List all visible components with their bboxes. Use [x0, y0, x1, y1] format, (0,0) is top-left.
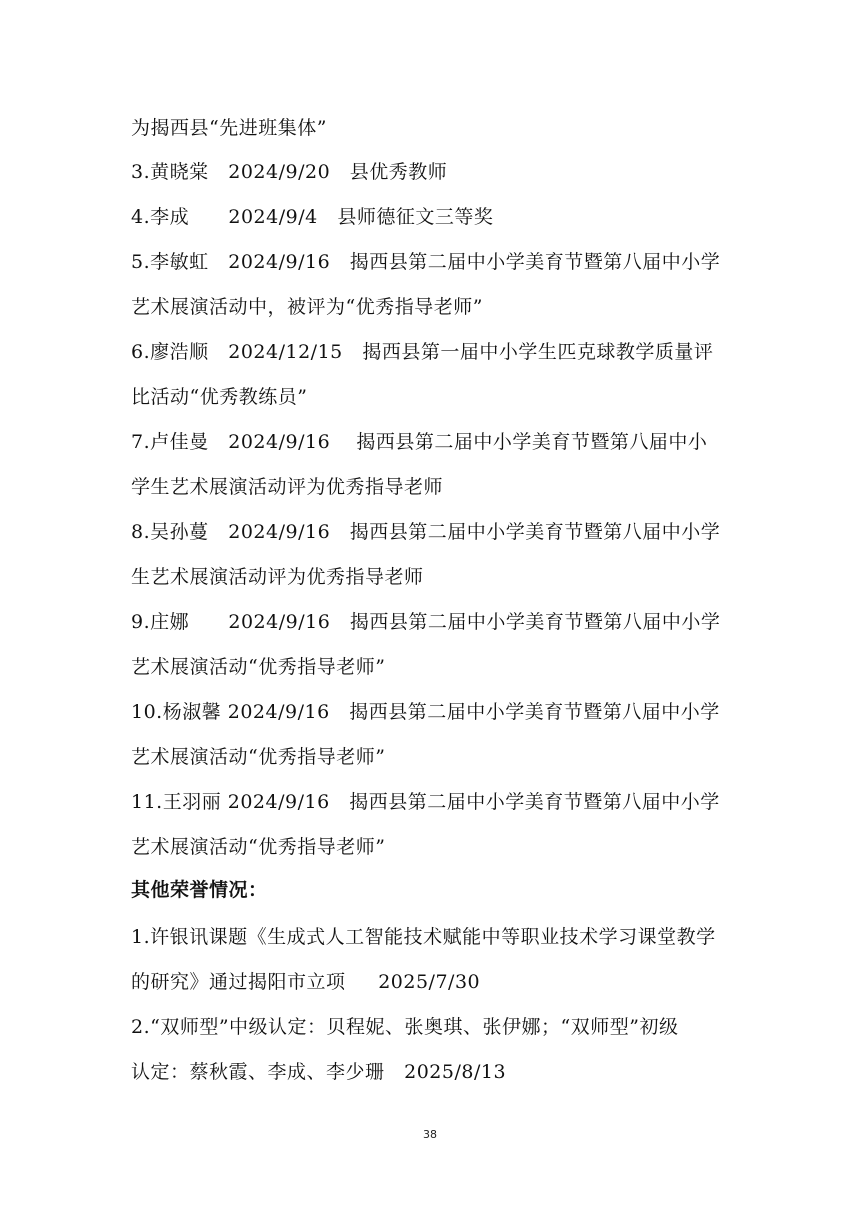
section-heading: 其他荣誉情况：: [131, 879, 268, 901]
text-line: 11.王羽丽 2024/9/16 揭西县第二届中小学美育节暨第八届中小学: [131, 791, 720, 813]
text-line: 6.廖浩顺 2024/12/15 揭西县第一届中小学生匹克球教学质量评: [131, 341, 714, 363]
text-line: 1.许银讯课题《生成式人工智能技术赋能中等职业技术学习课堂教学: [131, 926, 716, 948]
text-line: 艺术展演活动中，被评为“优秀指导老师”: [131, 296, 483, 318]
page-number: 38: [423, 1128, 437, 1141]
text-line: 4.李成 2024/9/4 县师德征文三等奖: [131, 206, 494, 228]
text-line: 的研究》通过揭阳市立项 2025/7/30: [131, 971, 481, 993]
text-line: 5.李敏虹 2024/9/16 揭西县第二届中小学美育节暨第八届中小学: [131, 251, 721, 273]
text-line: 比活动“优秀教练员”: [131, 386, 308, 408]
text-line: 学生艺术展演活动评为优秀指导老师: [131, 476, 444, 498]
text-line: 2.“双师型”中级认定：贝程妮、张奥琪、张伊娜；“双师型”初级: [131, 1016, 679, 1038]
text-line: 为揭西县“先进班集体”: [131, 117, 327, 139]
text-line: 艺术展演活动“优秀指导老师”: [131, 656, 386, 678]
text-line: 10.杨淑馨 2024/9/16 揭西县第二届中小学美育节暨第八届中小学: [131, 701, 720, 723]
text-line: 艺术展演活动“优秀指导老师”: [131, 836, 386, 858]
text-line: 9.庄娜 2024/9/16 揭西县第二届中小学美育节暨第八届中小学: [131, 611, 721, 633]
text-line: 3.黄晓棠 2024/9/20 县优秀教师: [131, 161, 448, 183]
text-line: 认定：蔡秋霞、李成、李少珊 2025/8/13: [131, 1061, 507, 1083]
text-line: 艺术展演活动“优秀指导老师”: [131, 746, 386, 768]
text-line: 生艺术展演活动评为优秀指导老师: [131, 566, 424, 588]
text-line: 8.吴孙蔓 2024/9/16 揭西县第二届中小学美育节暨第八届中小学: [131, 521, 721, 543]
text-line: 7.卢佳曼 2024/9/16 揭西县第二届中小学美育节暨第八届中小: [131, 431, 708, 453]
